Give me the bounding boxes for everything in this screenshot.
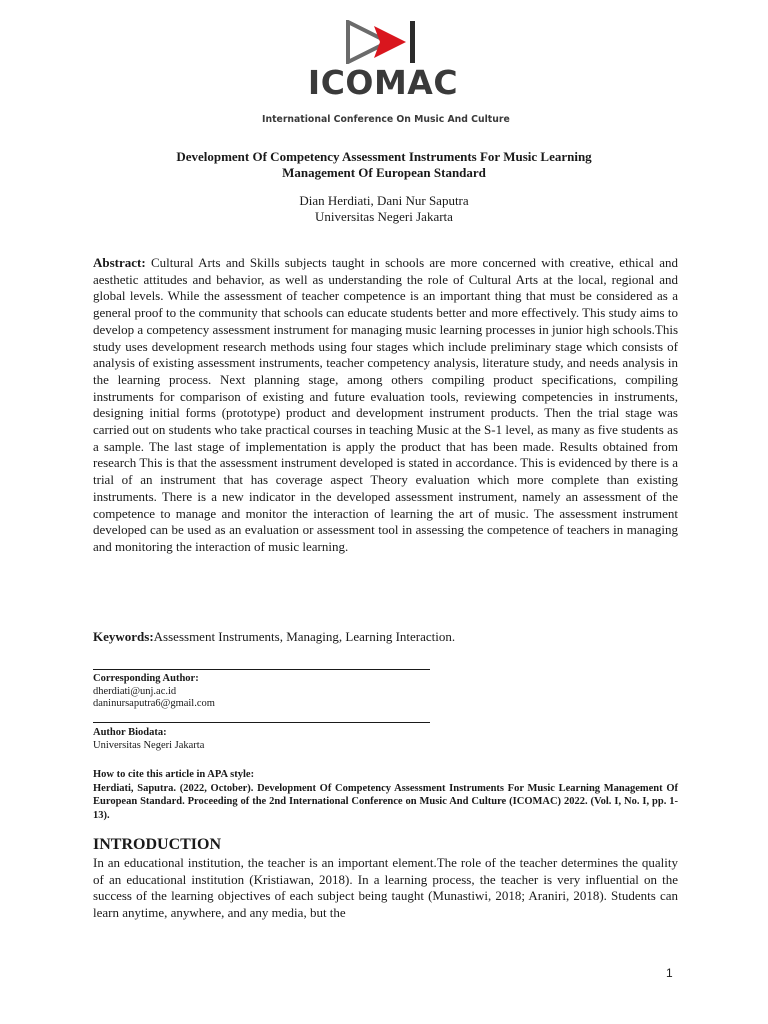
keywords	[93, 629, 678, 645]
citation-block	[93, 768, 678, 822]
paper-title-line-2: Management Of European Standard	[282, 165, 486, 180]
logo-title: ICOMAC	[307, 63, 459, 102]
corresponding-author	[93, 673, 678, 711]
logo-subtitle: International Conference On Music And Culture	[262, 114, 510, 125]
corresponding-email-1[interactable]: dherdiati@unj.ac.id	[93, 685, 177, 697]
icomac-logo	[262, 20, 510, 125]
play-logo-icon	[344, 20, 424, 64]
page-number: 1	[666, 966, 673, 980]
corresponding-email-2[interactable]: daninursaputra6@gmail.com	[93, 698, 215, 709]
abstract-label: Abstract:	[93, 255, 146, 270]
paper-title	[110, 149, 658, 181]
divider-rule	[93, 722, 430, 723]
citation-label: How to cite this article in APA style:	[93, 769, 255, 780]
citation-text: Herdiati, Saputra. (2022, October). Development Of Competency Assessment Instruments For Music Learning Management Of European Standard. Proceeding of the 2nd International Conference on Music And Culture (ICOMAC) 2022. (Vol. I, No. I, pp. 1-13).	[93, 782, 678, 821]
abstract-text: Cultural Arts and Skills subjects taught in schools are more concerned with creative, ethical and aesthetic attitudes and behavior, as well as understanding the role of Cultural Arts at the local, regional and global levels. While the assessment of teacher competence is an important thing that must be considered as a general proof to the community that schools can educate students better and more effectively. This study aims to develop a competency assessment instrument for managing music learning processes in junior high schools.This study uses development research methods using four stages which include preliminary stage which consists of analysis of existing assessment instruments, teacher competency analysis, literature study, and needs analysis in the learning process. Next planning stage, among others compiling product specifications, compiling instruments for comparison of existing and future evaluation tools, reviewing competencies in instruments, designing initial forms (prototype) product and development instrument products. Then the trial stage was carried out on students who take practical courses in teaching Music at the S-1 level, as many as five students as a sample. The last stage of implementation is apply the product that has been made. Results obtained from research This is that the assessment instrument developed is stated in accordance. This is evidenced by there is a trial of an instrument that has coverage aspect Theory evaluation which more complete than existing instruments. There is a new indicator in the developed assessment instrument, namely an assessment of the competence to manage and monitor the interaction of learning the art of music. The assessment instrument developed can be used as an evaluation or assessment tool in assessing the competence of teachers in managing and monitoring the interaction of music learning.	[93, 255, 678, 554]
keywords-text: Assessment Instruments, Managing, Learning Interaction.	[153, 629, 456, 644]
author-biodata	[93, 727, 678, 752]
divider-rule	[93, 669, 430, 670]
corresponding-author-label: Corresponding Author:	[93, 673, 199, 684]
keywords-label: Keywords:	[93, 629, 154, 644]
author-biodata-label: Author Biodata:	[93, 727, 167, 738]
introduction-text: In an educational institution, the teacher is an important element.The role of the teacher determines the quality of an educational institution (Kristiawan, 2018). In a learning process, the teacher is very influential on the success of the learning objectives of each subject being taught (Munastiwi, 2018; Araniri, 2018). Students can learn anytime, anywhere, and any media, but the	[93, 855, 678, 920]
paper-title-line-1: Development Of Competency Assessment Instruments For Music Learning	[176, 149, 592, 164]
author-names: Dian Herdiati, Dani Nur Saputra	[299, 193, 469, 208]
introduction-heading: INTRODUCTION	[93, 836, 222, 853]
author-biodata-text: Universitas Negeri Jakarta	[93, 739, 205, 751]
author-affiliation: Universitas Negeri Jakarta	[315, 209, 453, 224]
author-block	[110, 193, 658, 225]
abstract	[93, 255, 678, 556]
